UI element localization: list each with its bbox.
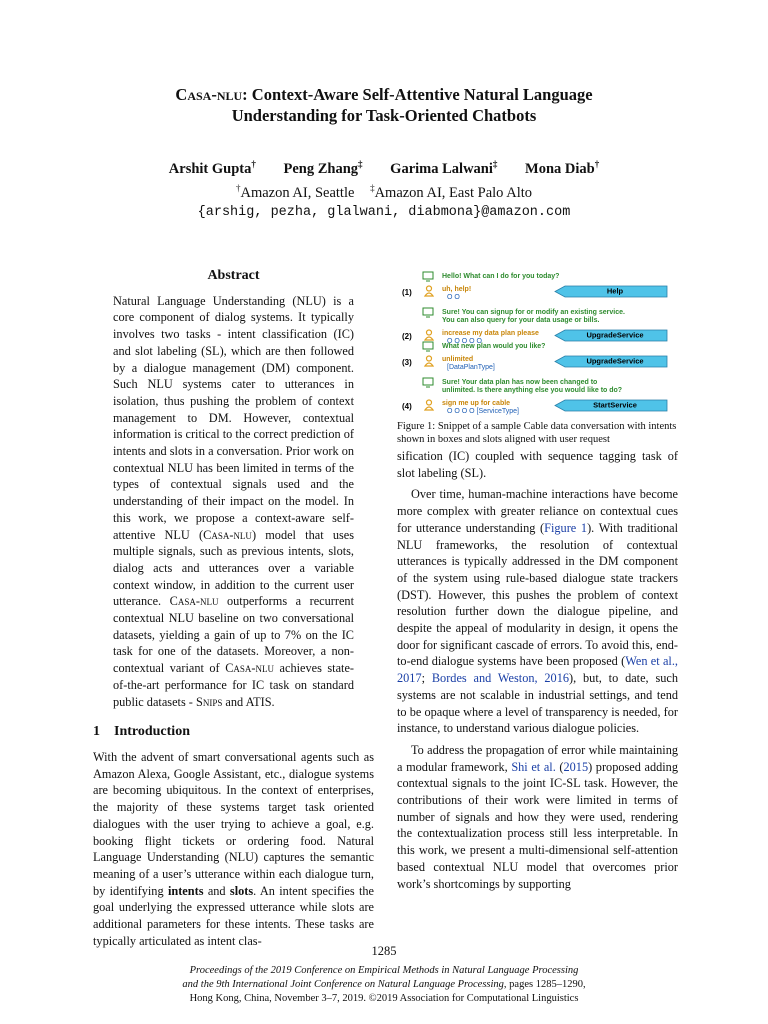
affiliation-1: †Amazon AI, Seattle <box>235 182 355 201</box>
intent-box-2-label: UpgradeService <box>586 330 644 340</box>
slot-labels-4: O O O O [ServiceType] <box>447 408 519 415</box>
bot-icon-3 <box>423 342 433 349</box>
intent-box-3-label: UpgradeService <box>586 356 644 366</box>
user-icon-2 <box>427 330 432 335</box>
user-utterance-1: uh, help! <box>442 286 472 293</box>
turn-number-1: (1) <box>402 288 412 297</box>
bot-icon-4 <box>423 378 433 385</box>
author-block <box>0 155 768 222</box>
user-icon-3-body <box>425 363 433 366</box>
paper-title <box>0 84 768 126</box>
bot-utterance-4: Sure! Your data plan has now been changed to <box>442 379 598 386</box>
right-paragraph-0: sification (IC) coupled with sequence tagging task of slot labeling (SL). <box>397 449 678 480</box>
bot-icon-1 <box>423 272 433 279</box>
title-line2: Understanding for Task-Oriented Chatbots <box>231 106 537 125</box>
slot-labels-1: O O <box>447 294 460 301</box>
abstract-body: Natural Language Understanding (NLU) is a core component of dialog systems. It typically involves two tasks - intent classification (IC) and slot labeling (SL), which are then followed by a dialogue management (DM) component. Such NLU systems cater to utterances in isolation, thus pushing the problem of context management to DM. However, contextual information is critical to the correct prediction of intents and slots in a conversation. Prior work on contextual NLU has been limited in terms of the types of contextual signals used and the understanding of their impact on the model. In this work, we propose a context-aware self-attentive NLU (Casa-nlu) model that uses multiple signals, such as previous intents, slots, dialog acts and utterances over a variable context window, in addition to the current user utterance. Casa-nlu outperforms a recurrent contextual NLU baseline on two conversational datasets, yielding a gain of up to 7% on the IC task for one of the datasets. Moreover, a non-contextual variant of Casa-nlu achieves state-of-the-art performance for IC task on standard public datasets - Snips and ATIS. <box>113 293 355 709</box>
title-acronym: Casa-nlu <box>175 85 243 104</box>
author-names <box>0 155 768 179</box>
bot-utterance-1: Hello! What can I do for you today? <box>442 273 560 280</box>
bot-utterance-4-line2: unlimited. Is there anything else you would like to do? <box>442 387 623 394</box>
author-1: Arshit Gupta† <box>168 159 256 177</box>
user-icon-4-body <box>425 407 433 410</box>
citation-shi-year[interactable]: 2015 <box>563 759 589 774</box>
author-2: Peng Zhang‡ <box>283 159 363 177</box>
citation-shi[interactable]: Shi et al. <box>511 759 556 774</box>
figure-1 <box>397 268 678 418</box>
page-number: 1285 <box>371 944 397 958</box>
bot-icon-2 <box>423 308 433 315</box>
figure-caption: Figure 1: Snippet of a sample Cable data conversation with intents shown in boxes and slots aligned with user request <box>397 421 677 445</box>
intent-box-1-label: Help <box>606 286 624 296</box>
user-utterance-3: unlimited <box>442 356 474 363</box>
user-utterance-4: sign me up for cable <box>442 400 511 407</box>
citation-wen[interactable]: Wen et al., 2017 <box>397 654 679 686</box>
abstract-heading: Abstract <box>207 268 260 283</box>
left-column <box>93 268 374 949</box>
bot-utterance-2-line2: You can also query for your data usage or bills. <box>442 317 600 324</box>
right-paragraph-1: Over time, human-machine interactions have become more complex with greater reliance on contextual cues for utterance understanding (Figure 1). With traditional NLU frameworks, the resolution of contextual utterances is typically addressed in the DM component of the system using rule-based dialogue state trackers (DST). However, this pushes the problem of context resolution further down the dialogue pipeline, and despite the appeal of modularity in design, it opens the door for significant cascade of errors. To avoid this, end-to-end dialogue systems have been proposed (Wen et al., 2017; Bordes and Weston, 2016), but, to date, such systems are not scalable in industrial settings, and tend to be opaque where a level of transparency is needed, for instance, to understand various dialogue policies. <box>397 487 679 736</box>
conversation-figure <box>397 268 678 418</box>
section-heading-introduction: 1 Introduction <box>93 724 190 740</box>
slot-labels-3: [DataPlanType] <box>447 364 495 371</box>
proceedings-footer: Proceedings of the 2019 Conference on Empirical Methods in Natural Language Processing and the 9th International Joint Conference on Natural Language Processing, pages 1285–1290, Hong Kong, China, November 3–7, 2019. ©2019 Association for Computational Linguistics <box>182 965 586 1004</box>
turn-number-3: (3) <box>402 358 412 367</box>
bot-utterance-3: What new plan would you like? <box>442 343 546 350</box>
user-icon-2-body <box>425 337 433 340</box>
title-line1: : Context-Aware Self-Attentive Natural Language <box>242 85 593 104</box>
user-icon-4 <box>427 400 432 405</box>
right-column <box>397 448 678 892</box>
author-4: Mona Diab† <box>525 159 600 177</box>
affiliation-2: ‡Amazon AI, East Palo Alto <box>370 182 533 201</box>
turn-number-4: (4) <box>402 402 412 411</box>
user-icon-3 <box>427 356 432 361</box>
intent-box-4-label: StartService <box>593 400 637 410</box>
author-3: Garima Lalwani‡ <box>390 159 498 177</box>
citation-bordes[interactable]: Bordes and Weston, 2016 <box>431 671 570 686</box>
author-emails: {arshig, pezha, glalwani, diabmona}@amazon.com <box>197 204 571 220</box>
user-utterance-2: increase my data plan please <box>442 330 539 337</box>
bot-utterance-2: Sure! You can signup for or modify an existing service. <box>442 309 625 316</box>
user-icon-1-body <box>425 293 433 296</box>
slot-labels-2: O O O O O <box>447 338 483 345</box>
figure-link[interactable]: Figure 1 <box>544 520 588 535</box>
user-icon-1 <box>427 286 432 291</box>
right-paragraph-2: To address the propagation of error while maintaining a modular framework, Shi et al. (2015) proposed adding contextual signals to the joint IC-SL task. However, the contributions of their work were limited in terms of number of signals and how they were used, rendering the contextualization process still less interpretable. In this work, we present a multi-dimensional self-attention based contextual NLU model that overcomes prior work’s shortcomings by supporting <box>397 742 678 891</box>
turn-number-2: (2) <box>402 332 412 341</box>
affiliations <box>0 179 768 203</box>
intro-paragraph-1: With the advent of smart conversational agents such as Amazon Alexa, Google Assistant, etc., dialogue systems are becoming ubiquitous. In the context of enterprises, the majority of these systems target task oriented dialogues with the user trying to achieve a goal, e.g. booking flight tickets or ordering food. Natural Language Understanding (NLU) captures the semantic meaning of a user’s utterance within each dialogue turn, by identifying intents and slots. An intent specifies the goal underlying the expressed utterance while slots are additional parameters for these intents. These tasks are typically articulated as intent clas- <box>93 749 374 948</box>
